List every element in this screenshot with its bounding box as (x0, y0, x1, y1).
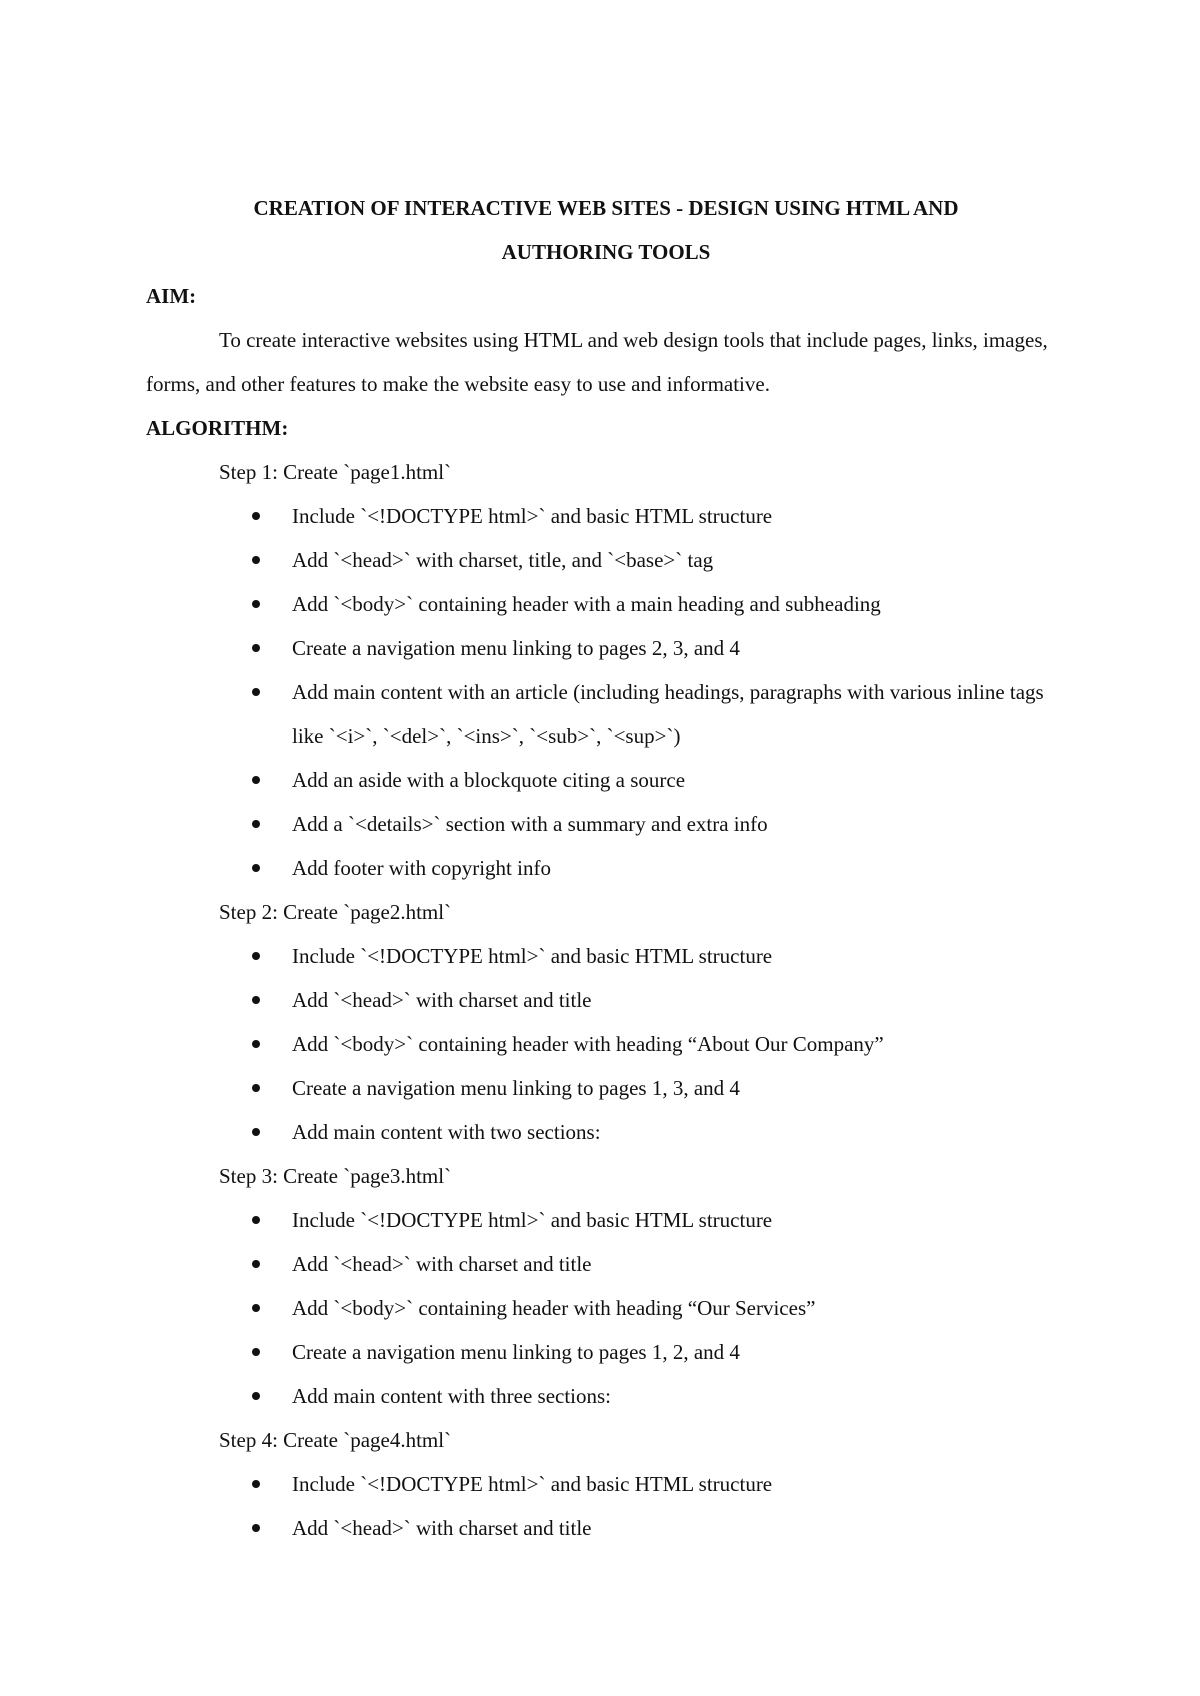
list-item (146, 582, 1054, 626)
list-item-text: Add `<head>` with charset and title (292, 988, 592, 1012)
list-item-text: Create a navigation menu linking to pages 2, 3, and 4 (292, 636, 740, 660)
list-item (146, 846, 1054, 890)
list-item (146, 1022, 1054, 1066)
list-item-text: Add `<body>` containing header with heading “Our Services” (292, 1296, 816, 1320)
bullet-icon (252, 1392, 260, 1400)
list-item (146, 1242, 1054, 1286)
list-item (146, 802, 1054, 846)
bullet-icon (252, 864, 260, 872)
step-2 (146, 890, 1054, 1154)
list-item-text: Add `<body>` containing header with heading “About Our Company” (292, 1032, 884, 1056)
list-item (146, 978, 1054, 1022)
list-item-text: Add `<head>` with charset, title, and `<base>` tag (292, 548, 714, 572)
list-item (146, 1462, 1054, 1506)
list-item (146, 626, 1054, 670)
bullet-icon (252, 688, 260, 696)
step-bullet-list (146, 1198, 1054, 1418)
list-item-text: Add `<head>` with charset and title (292, 1252, 592, 1276)
list-item (146, 934, 1054, 978)
step-bullet-list (146, 1462, 1054, 1550)
step-3 (146, 1154, 1054, 1418)
step-label: Step 3: Create `page3.html` (219, 1164, 452, 1188)
list-item-text: Create a navigation menu linking to pages 1, 2, and 4 (292, 1340, 740, 1364)
list-item-text: Include `<!DOCTYPE html>` and basic HTML structure (292, 1208, 773, 1232)
bullet-icon (252, 1216, 260, 1224)
list-item (146, 758, 1054, 802)
list-item (146, 1374, 1054, 1418)
list-item (146, 1506, 1054, 1550)
bullet-icon (252, 1348, 260, 1356)
list-item-text: Add an aside with a blockquote citing a source (292, 768, 686, 792)
aim-heading: AIM: (146, 284, 197, 308)
bullet-icon (252, 1128, 260, 1136)
document-title-line-1: CREATION OF INTERACTIVE WEB SITES - DESIGN USING HTML AND (253, 196, 959, 220)
bullet-icon (252, 1260, 260, 1268)
bullet-icon (252, 1304, 260, 1312)
bullet-icon (252, 952, 260, 960)
aim-text: To create interactive websites using HTML and web design tools that include pages, links, images, forms, and other features to make the website easy to use and informative. (146, 328, 1048, 396)
list-item-text: Add `<body>` containing header with a main heading and subheading (292, 592, 881, 616)
list-item-text: Add footer with copyright info (292, 856, 551, 880)
list-item (146, 494, 1054, 538)
list-item-text: Create a navigation menu linking to pages 1, 3, and 4 (292, 1076, 740, 1100)
step-1 (146, 450, 1054, 890)
list-item-text: Add main content with three sections: (292, 1384, 612, 1408)
list-item-text: Add `<head>` with charset and title (292, 1516, 592, 1540)
step-4 (146, 1418, 1054, 1550)
list-item (146, 1286, 1054, 1330)
bullet-icon (252, 644, 260, 652)
bullet-icon (252, 556, 260, 564)
list-item-text: Add a `<details>` section with a summary and extra info (292, 812, 768, 836)
document-title-line-2: AUTHORING TOOLS (501, 240, 711, 264)
step-label: Step 4: Create `page4.html` (219, 1428, 452, 1452)
list-item (146, 1198, 1054, 1242)
bullet-icon (252, 1524, 260, 1532)
bullet-icon (252, 600, 260, 608)
bullet-icon (252, 996, 260, 1004)
bullet-icon (252, 776, 260, 784)
list-item (146, 670, 1054, 758)
step-label: Step 1: Create `page1.html` (219, 460, 452, 484)
step-bullet-list (146, 494, 1054, 890)
bullet-icon (252, 512, 260, 520)
list-item (146, 1066, 1054, 1110)
list-item-text: Include `<!DOCTYPE html>` and basic HTML structure (292, 504, 773, 528)
list-item (146, 1110, 1054, 1154)
list-item-text: Include `<!DOCTYPE html>` and basic HTML structure (292, 1472, 773, 1496)
list-item-text: Include `<!DOCTYPE html>` and basic HTML structure (292, 944, 773, 968)
list-item-text: Add main content with an article (including headings, paragraphs with various inline tags like `<i>`, `<del>`, `<ins>`, `<sub>`, `<sup>`) (292, 680, 1044, 748)
bullet-icon (252, 1040, 260, 1048)
step-label: Step 2: Create `page2.html` (219, 900, 452, 924)
list-item (146, 1330, 1054, 1374)
bullet-icon (252, 1084, 260, 1092)
bullet-icon (252, 1480, 260, 1488)
list-item-text: Add main content with two sections: (292, 1120, 601, 1144)
bullet-icon (252, 820, 260, 828)
algorithm-heading: ALGORITHM: (146, 416, 289, 440)
step-bullet-list (146, 934, 1054, 1154)
list-item (146, 538, 1054, 582)
